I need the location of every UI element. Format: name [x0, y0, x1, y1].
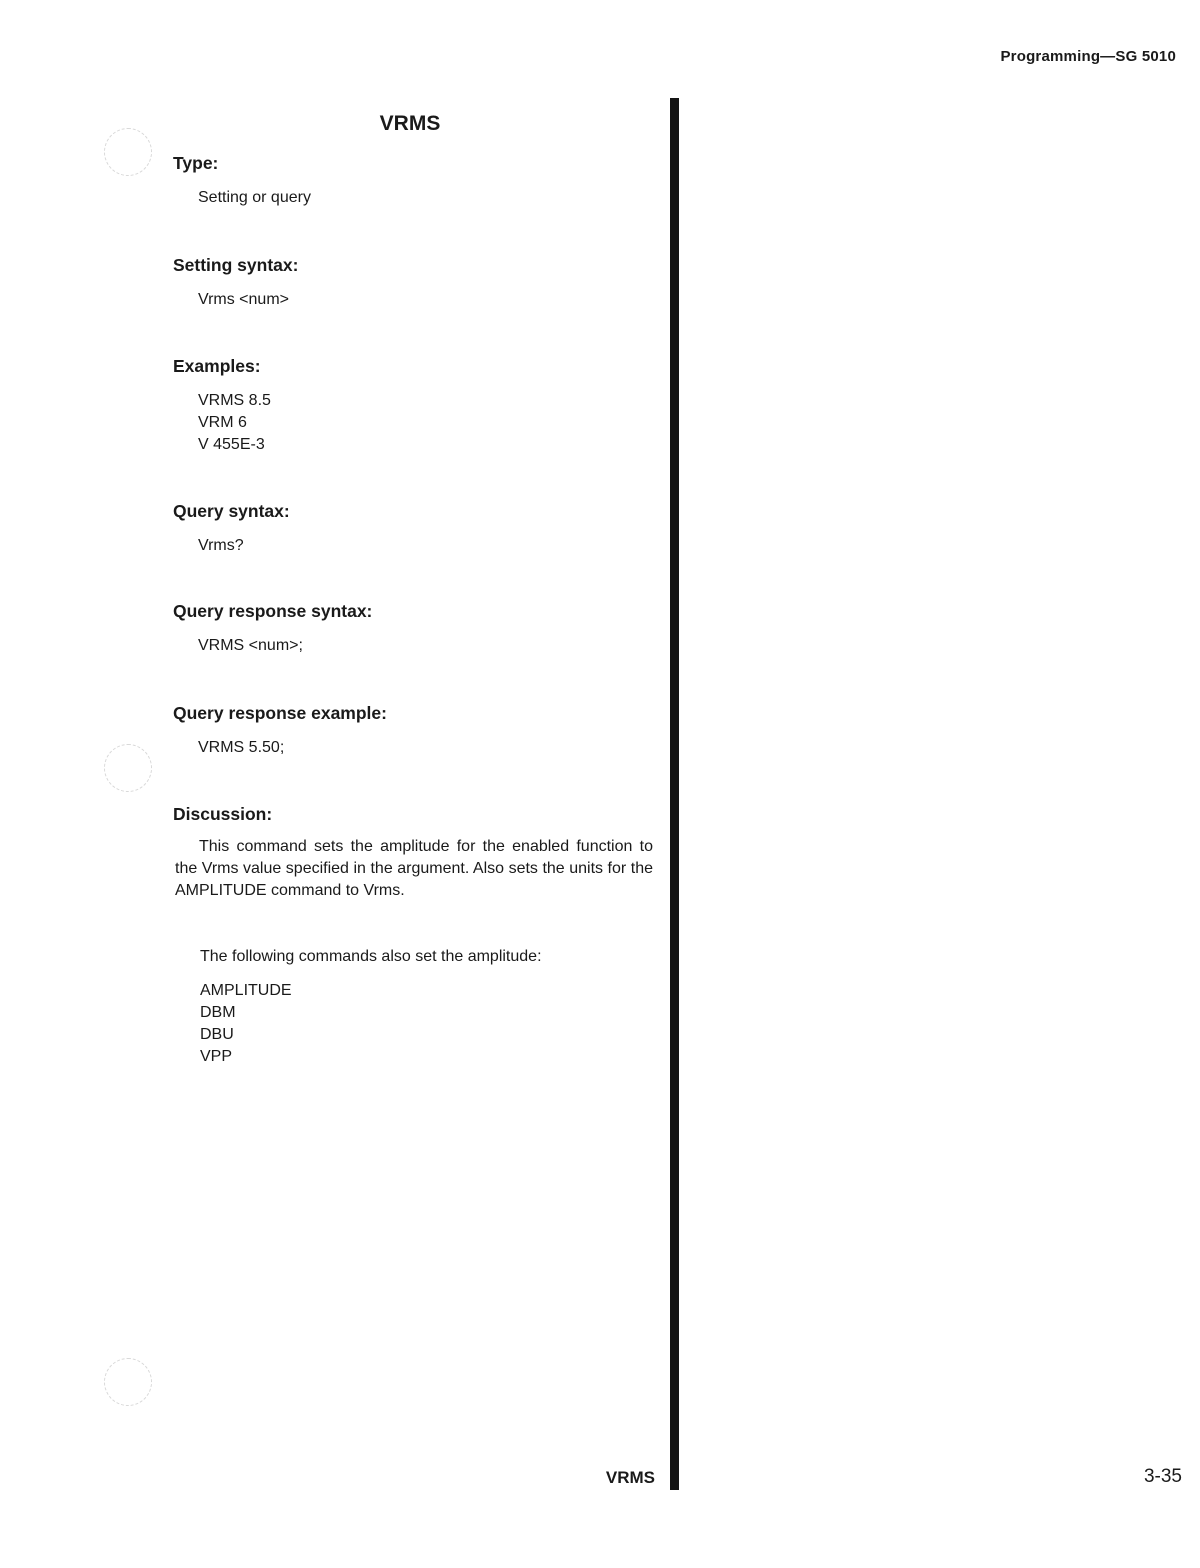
related-commands-intro: The following commands also set the amplitude:: [200, 948, 542, 965]
discussion-paragraph: This command sets the amplitude for the enabled function to the Vrms value specified in the argument. Also sets the units for the AMPLITUDE command to Vrms.: [175, 838, 653, 899]
section-body: [198, 187, 655, 209]
section-heading: Setting syntax:: [173, 255, 299, 275]
footer-section-label: VRMS: [605, 1468, 655, 1487]
section-type: [173, 153, 655, 209]
section-heading: Examples:: [173, 356, 261, 376]
vertical-rule: [670, 98, 679, 1490]
section-heading: Query response example:: [173, 703, 387, 723]
syntax-line: VRMS <num>;: [198, 637, 303, 654]
page-number: 3-35: [1143, 1466, 1182, 1487]
related-command: AMPLITUDE: [200, 982, 292, 999]
related-command: DBM: [200, 1004, 236, 1021]
punch-hole-bottom: [104, 1358, 152, 1406]
punch-hole-middle: [104, 744, 152, 792]
syntax-line: Vrms?: [198, 537, 244, 554]
section-query-response-example: [173, 703, 655, 759]
section-heading: Query response syntax:: [173, 601, 373, 621]
punch-hole-top: [104, 128, 152, 176]
example-line: V 455E-3: [198, 436, 265, 453]
page-title: VRMS: [379, 112, 441, 135]
section-heading: Query syntax:: [173, 501, 290, 521]
section-body: [198, 390, 655, 456]
section-body: [198, 737, 655, 759]
section-body: [198, 289, 655, 311]
section-body: [198, 535, 655, 557]
type-value: Setting or query: [198, 189, 311, 206]
section-examples: [173, 356, 655, 456]
section-heading: Type:: [173, 153, 219, 173]
example-line: VRMS 5.50;: [198, 739, 285, 756]
section-heading: Discussion:: [173, 804, 273, 824]
syntax-line: Vrms <num>: [198, 291, 289, 308]
section-body: [198, 635, 655, 657]
related-command: DBU: [200, 1026, 234, 1043]
related-command: VPP: [200, 1048, 233, 1065]
section-query-response-syntax: [173, 601, 655, 657]
example-line: VRMS 8.5: [198, 392, 271, 409]
section-setting-syntax: [173, 255, 655, 311]
running-head: Programming—SG 5010: [1000, 48, 1176, 65]
section-query-syntax: [173, 501, 655, 557]
section-discussion: [173, 804, 655, 902]
example-line: VRM 6: [198, 414, 247, 431]
related-commands-list: [200, 980, 292, 1068]
